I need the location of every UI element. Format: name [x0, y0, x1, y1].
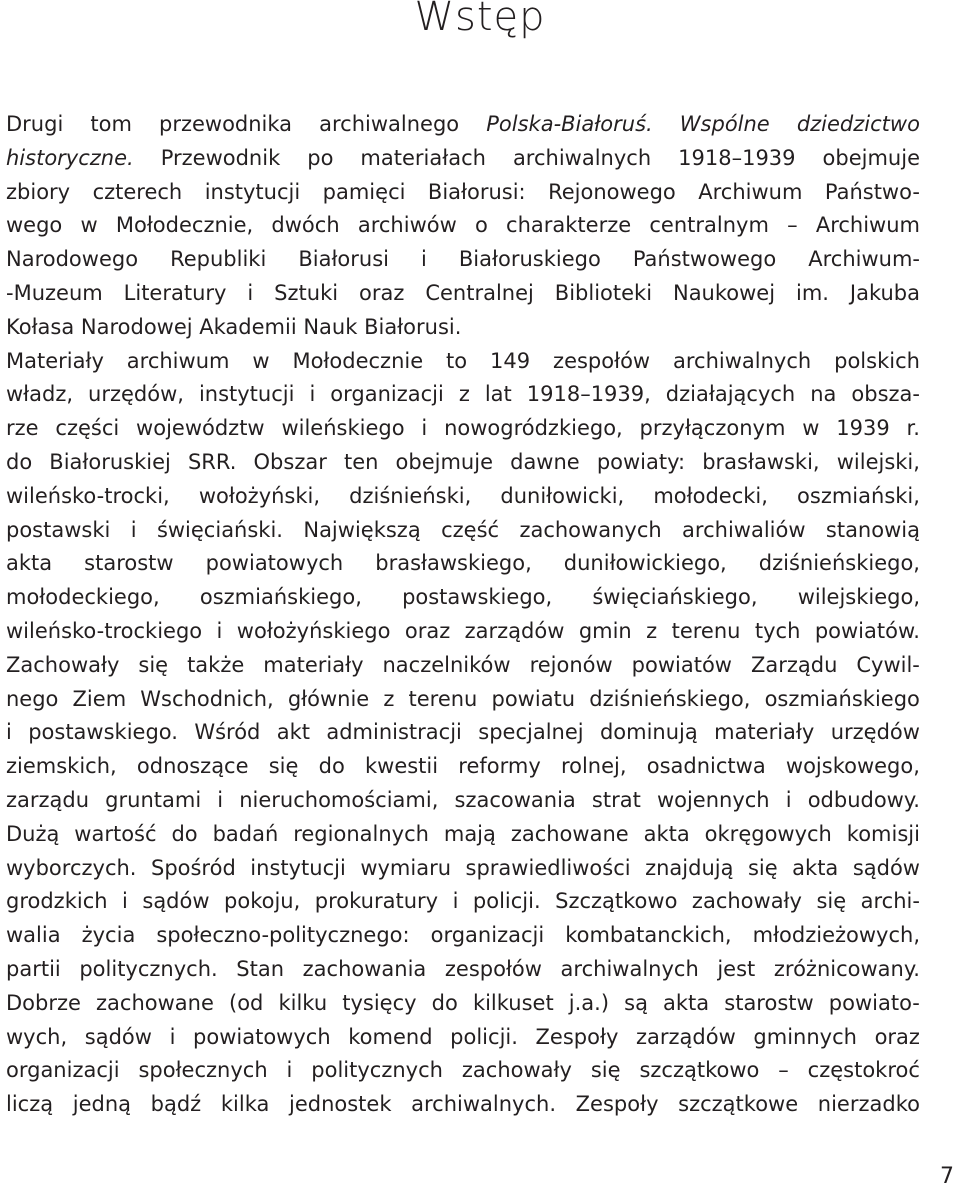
word: także — [187, 652, 245, 677]
word: odnoszące — [136, 754, 249, 779]
word: akta — [663, 990, 710, 1015]
word: młodzieżowych, — [752, 923, 920, 948]
word: prokuratury — [314, 889, 439, 914]
word: charakterze — [506, 213, 632, 238]
text-line — [6, 547, 920, 581]
text-line — [6, 243, 920, 277]
text-line — [6, 987, 920, 1021]
word: ten — [343, 449, 379, 474]
word: działających — [665, 382, 796, 407]
word: do — [171, 821, 198, 846]
word: 1918–1939, — [526, 382, 651, 407]
word: akta — [643, 821, 690, 846]
word: – — [787, 213, 798, 238]
word: wileńsko-trocki, — [6, 483, 170, 508]
text-line — [6, 378, 920, 412]
text-line — [6, 750, 920, 784]
word: zarządu — [6, 787, 90, 812]
word: archiwalnych — [673, 348, 812, 373]
word: kombatanckich, — [565, 923, 732, 948]
word: powiaty: — [596, 449, 686, 474]
word: Zachowały — [6, 652, 120, 677]
word: akta — [6, 551, 53, 576]
word: i — [421, 416, 428, 441]
word: wilejski, — [836, 449, 920, 474]
word: dawne — [510, 449, 580, 474]
word: instytucji — [204, 179, 301, 204]
word: i — [286, 1058, 293, 1083]
word: wyborczych. — [6, 855, 137, 880]
text-line — [6, 1021, 920, 1055]
word: Przewodnik — [160, 145, 281, 170]
word: Spośród — [150, 855, 236, 880]
word: postawskiego, — [402, 585, 553, 610]
word: do — [318, 754, 345, 779]
text-line — [6, 1088, 920, 1122]
word: dominują — [599, 720, 698, 745]
word: politycznych. — [79, 956, 218, 981]
word: r. — [906, 416, 920, 441]
word: oraz — [359, 280, 405, 305]
word: – — [778, 1058, 789, 1083]
word: Białorusi — [298, 247, 389, 272]
word: się — [268, 754, 299, 779]
word: Dobrze — [6, 990, 81, 1015]
word: i — [452, 889, 459, 914]
word: zachowane — [510, 821, 629, 846]
word: w — [802, 416, 820, 441]
word: polskich — [834, 348, 920, 373]
word: bądź — [150, 1092, 202, 1117]
word: Wspólne — [679, 112, 770, 136]
text-line — [6, 412, 920, 446]
word: brasławskiego, — [375, 551, 532, 576]
word: badań — [212, 821, 279, 846]
word: w — [252, 348, 270, 373]
word: zróżnicowany. — [773, 956, 920, 981]
word: są — [624, 990, 648, 1015]
word: -Muzeum — [6, 280, 103, 305]
word: i — [6, 720, 12, 745]
word: Archiwum — [698, 179, 803, 204]
word: i — [122, 889, 128, 914]
word: wilejskiego, — [797, 585, 920, 610]
word: społecznych — [138, 1058, 268, 1083]
word: administracji — [326, 720, 462, 745]
word: wołożyński, — [198, 483, 321, 508]
word: archiwalnego — [319, 112, 460, 136]
word: gruntami — [105, 787, 202, 812]
word: Narodowego — [6, 247, 139, 272]
page-title: Wstęp — [414, 0, 546, 40]
word: część — [441, 517, 500, 542]
word: politycznych — [311, 1058, 443, 1083]
word: materiały — [263, 652, 364, 677]
word: Obszar — [253, 449, 327, 474]
word: dziśnieńskiego, — [758, 551, 920, 576]
word: dziśnieński, — [349, 483, 472, 508]
word: liczą — [6, 1092, 54, 1117]
word: święciański. — [156, 517, 283, 542]
word: partii — [6, 956, 61, 981]
text-line — [6, 345, 920, 379]
word: archiwów — [357, 213, 457, 238]
word: organizacji — [6, 1058, 120, 1083]
word: województw — [136, 416, 265, 441]
text-line — [6, 108, 920, 142]
word: urzędów — [830, 720, 920, 745]
word: tysięcy — [342, 990, 417, 1015]
text-line — [6, 209, 920, 243]
word: powiato- — [828, 990, 920, 1015]
word: instytucji — [198, 382, 295, 407]
word: i — [309, 382, 316, 407]
word: nierzadko — [817, 1092, 920, 1117]
word: zarządów — [464, 618, 565, 643]
text-line — [6, 514, 920, 548]
word: kilka — [220, 1092, 270, 1117]
word: Kołasa Narodowej Akademii Nauk Białorusi. — [6, 314, 462, 339]
word: Zespoły — [535, 1024, 619, 1049]
word: powiatów — [631, 652, 732, 677]
word: tom — [90, 112, 132, 136]
word: Polska-Białoruś. — [486, 112, 653, 136]
word: Wśród — [194, 720, 261, 745]
word: grodzkich — [6, 889, 108, 914]
word: po — [307, 145, 334, 170]
text-line — [6, 176, 920, 210]
word: rejonów — [529, 652, 613, 677]
word: sprawiedliwości — [465, 855, 631, 880]
word: brasławski, — [702, 449, 820, 474]
word: Materiały — [6, 348, 104, 373]
word: oszmiańskiego, — [199, 585, 362, 610]
word: nego — [6, 686, 59, 711]
word: archiwum — [126, 348, 230, 373]
word: kilkuset — [472, 990, 554, 1015]
word: szczątkowe — [678, 1092, 799, 1117]
word: pamięci — [322, 179, 406, 204]
word: instytucji — [250, 855, 346, 880]
word: odbudowy. — [807, 787, 920, 812]
word: osadnictwa — [646, 754, 766, 779]
word: oraz — [404, 618, 451, 643]
word: organizacji — [330, 382, 444, 407]
word: z — [383, 686, 395, 711]
word: Państwowego — [632, 247, 777, 272]
word: Największą — [303, 517, 421, 542]
word: zespołów — [444, 956, 542, 981]
word: regionalnych — [293, 821, 429, 846]
text-line — [6, 480, 920, 514]
word: Białoruskiego — [458, 247, 601, 272]
word: zachowania — [302, 956, 427, 981]
word: i — [421, 247, 427, 272]
word: Mołodecznie, — [115, 213, 254, 238]
word: akt — [276, 720, 310, 745]
text-line — [6, 885, 920, 919]
word: i — [247, 280, 254, 305]
word: wartość — [74, 821, 157, 846]
word: wymiaru — [360, 855, 452, 880]
word: Cywil- — [856, 652, 920, 677]
word: czterech — [92, 179, 183, 204]
word: terenu — [671, 618, 741, 643]
word: to — [446, 348, 468, 373]
word: Drugi — [6, 112, 64, 136]
word: akta — [792, 855, 839, 880]
word: mołodecki, — [653, 483, 768, 508]
word: mają — [443, 821, 496, 846]
word: Ziem — [72, 686, 127, 711]
word: ziemskich, — [6, 754, 117, 779]
word: społeczno-politycznego: — [156, 923, 410, 948]
word: kwestii — [364, 754, 439, 779]
word: Republiki — [170, 247, 267, 272]
word: komisji — [846, 821, 920, 846]
word: z — [458, 382, 470, 407]
text-line — [6, 784, 920, 818]
word: oszmiańskiego — [764, 686, 920, 711]
text-line — [6, 716, 920, 750]
word: częstokroć — [807, 1058, 920, 1083]
word: Zarządu — [750, 652, 838, 677]
word: Szczątkowo — [555, 889, 678, 914]
word: postawski — [6, 517, 111, 542]
text-line — [6, 852, 920, 886]
word: władz, — [6, 382, 74, 407]
word: się — [747, 855, 778, 880]
word: Dużą — [6, 821, 60, 846]
word: się — [816, 889, 847, 914]
word: zarządów — [636, 1024, 736, 1049]
word: SRR. — [187, 449, 237, 474]
word: im. — [796, 280, 829, 305]
word: Archiwum- — [808, 247, 920, 272]
word: i — [216, 618, 223, 643]
word: postawskiego. — [28, 720, 178, 745]
word: wych, — [6, 1024, 68, 1049]
word: duniłowickiego, — [563, 551, 727, 576]
word: archi- — [860, 889, 920, 914]
word: na — [810, 382, 837, 407]
word: specjalnej — [478, 720, 584, 745]
word: się — [590, 1058, 621, 1083]
word: naczelników — [382, 652, 511, 677]
text-line — [6, 683, 920, 717]
word: j.a.) — [568, 990, 610, 1015]
word: wojennych — [656, 787, 770, 812]
word: materiały — [714, 720, 815, 745]
word: materiałach — [360, 145, 486, 170]
text-line — [6, 919, 920, 953]
word: 1918–1939 — [678, 145, 796, 170]
word: życia — [81, 923, 136, 948]
word: Centralnej — [425, 280, 534, 305]
text-line — [6, 615, 920, 649]
word: pokoju, — [224, 889, 301, 914]
word: walia — [6, 923, 61, 948]
word: lat — [484, 382, 512, 407]
word: przewodnika — [158, 112, 293, 136]
text-line — [6, 581, 920, 615]
word: gmin — [578, 618, 632, 643]
word: zachowały — [691, 889, 802, 914]
word: Białorusi: — [427, 179, 526, 204]
word: jest — [717, 956, 756, 981]
word: historyczne. — [6, 145, 134, 170]
word: Archiwum — [815, 213, 920, 238]
word: Biblioteki — [554, 280, 653, 305]
word: duniłowicki, — [500, 483, 625, 508]
word: sądów — [84, 1024, 152, 1049]
word: dwóch — [271, 213, 340, 238]
word: szacowania — [454, 787, 576, 812]
word: gminnych — [753, 1024, 857, 1049]
word: rze — [6, 416, 39, 441]
word: 149 — [490, 348, 531, 373]
word: przyłączonym — [639, 416, 786, 441]
word: i — [217, 787, 224, 812]
word: archiwalnych — [560, 956, 699, 981]
word: 1939 — [836, 416, 890, 441]
word: Naukowej — [672, 280, 776, 305]
text-line — [6, 311, 920, 345]
word: dziśnieńskiego, — [589, 686, 751, 711]
text-line — [6, 142, 920, 176]
word: sądów — [142, 889, 210, 914]
word: terenu — [408, 686, 478, 711]
word: nieruchomościami, — [239, 787, 439, 812]
text-line — [6, 277, 920, 311]
word: Zespoły — [575, 1092, 659, 1117]
word: policji. — [472, 889, 541, 914]
word: o — [474, 213, 488, 238]
word: stanowią — [825, 517, 920, 542]
word: Białoruskiej — [49, 449, 171, 474]
word: sądów — [852, 855, 920, 880]
word: i — [785, 787, 792, 812]
word: strat — [591, 787, 641, 812]
word: oraz — [874, 1024, 920, 1049]
text-line — [6, 446, 920, 480]
page-number: 7 — [940, 1164, 954, 1189]
text-line — [6, 1054, 920, 1088]
word: Stan — [236, 956, 285, 981]
word: urzędów, — [88, 382, 184, 407]
word: obsza- — [851, 382, 920, 407]
word: części — [55, 416, 120, 441]
word: centralnym — [649, 213, 769, 238]
word: Rejonowego — [548, 179, 676, 204]
word: powiatów. — [814, 618, 920, 643]
text-line — [6, 818, 920, 852]
body-text — [6, 108, 920, 1122]
word: starostw — [84, 551, 174, 576]
word: w — [80, 213, 98, 238]
word: się — [138, 652, 169, 677]
word: policji. — [450, 1024, 518, 1049]
word: Wschodnich, — [140, 686, 274, 711]
word: głównie — [287, 686, 370, 711]
word: kilku — [278, 990, 328, 1015]
word: powiatu — [491, 686, 576, 711]
word: komend — [348, 1024, 433, 1049]
word: wileńskiego — [281, 416, 405, 441]
word: jednostek — [289, 1092, 392, 1117]
word: okręgowych — [704, 821, 832, 846]
word: starostw — [724, 990, 814, 1015]
word: archiwalnych. — [411, 1092, 557, 1117]
word: Literatury — [123, 280, 227, 305]
word: znajdują — [645, 855, 734, 880]
word: Mołodecznie — [292, 348, 424, 373]
text-line — [6, 953, 920, 987]
word: nowogródzkiego, — [444, 416, 623, 441]
word: rolnej, — [560, 754, 627, 779]
word: archiwalnych — [512, 145, 652, 170]
word: szczątkowo — [639, 1058, 760, 1083]
word: do — [431, 990, 458, 1015]
word: święciańskiego, — [592, 585, 758, 610]
word: z — [646, 618, 658, 643]
word: powiatowych — [205, 551, 344, 576]
word: wileńsko-trockiego — [6, 618, 203, 643]
word: jedną — [72, 1092, 132, 1117]
word: zachowały — [461, 1058, 572, 1083]
text-line — [6, 649, 920, 683]
word: zachowane — [96, 990, 214, 1015]
word: zbiory — [6, 179, 71, 204]
word: wojskowego, — [785, 754, 920, 779]
word: mołodeckiego, — [6, 585, 160, 610]
word: archiwaliów — [682, 517, 806, 542]
word: do — [6, 449, 33, 474]
word: reformy — [458, 754, 541, 779]
word: zachowanych — [519, 517, 662, 542]
word: wołożyńskiego — [236, 618, 391, 643]
word: wego — [6, 213, 63, 238]
word: obejmuje — [395, 449, 493, 474]
word: oszmiański, — [797, 483, 920, 508]
word: Jakuba — [849, 280, 920, 305]
word: obejmuje — [822, 145, 920, 170]
word: organizacji — [430, 923, 545, 948]
word: i — [169, 1024, 176, 1049]
word: dziedzictwo — [796, 112, 920, 136]
word: Sztuki — [274, 280, 339, 305]
word: tych — [754, 618, 801, 643]
word: powiatowych — [193, 1024, 331, 1049]
word: (od — [229, 990, 264, 1015]
word: Państwo- — [824, 179, 920, 204]
word: zespołów — [553, 348, 651, 373]
word: i — [130, 517, 137, 542]
